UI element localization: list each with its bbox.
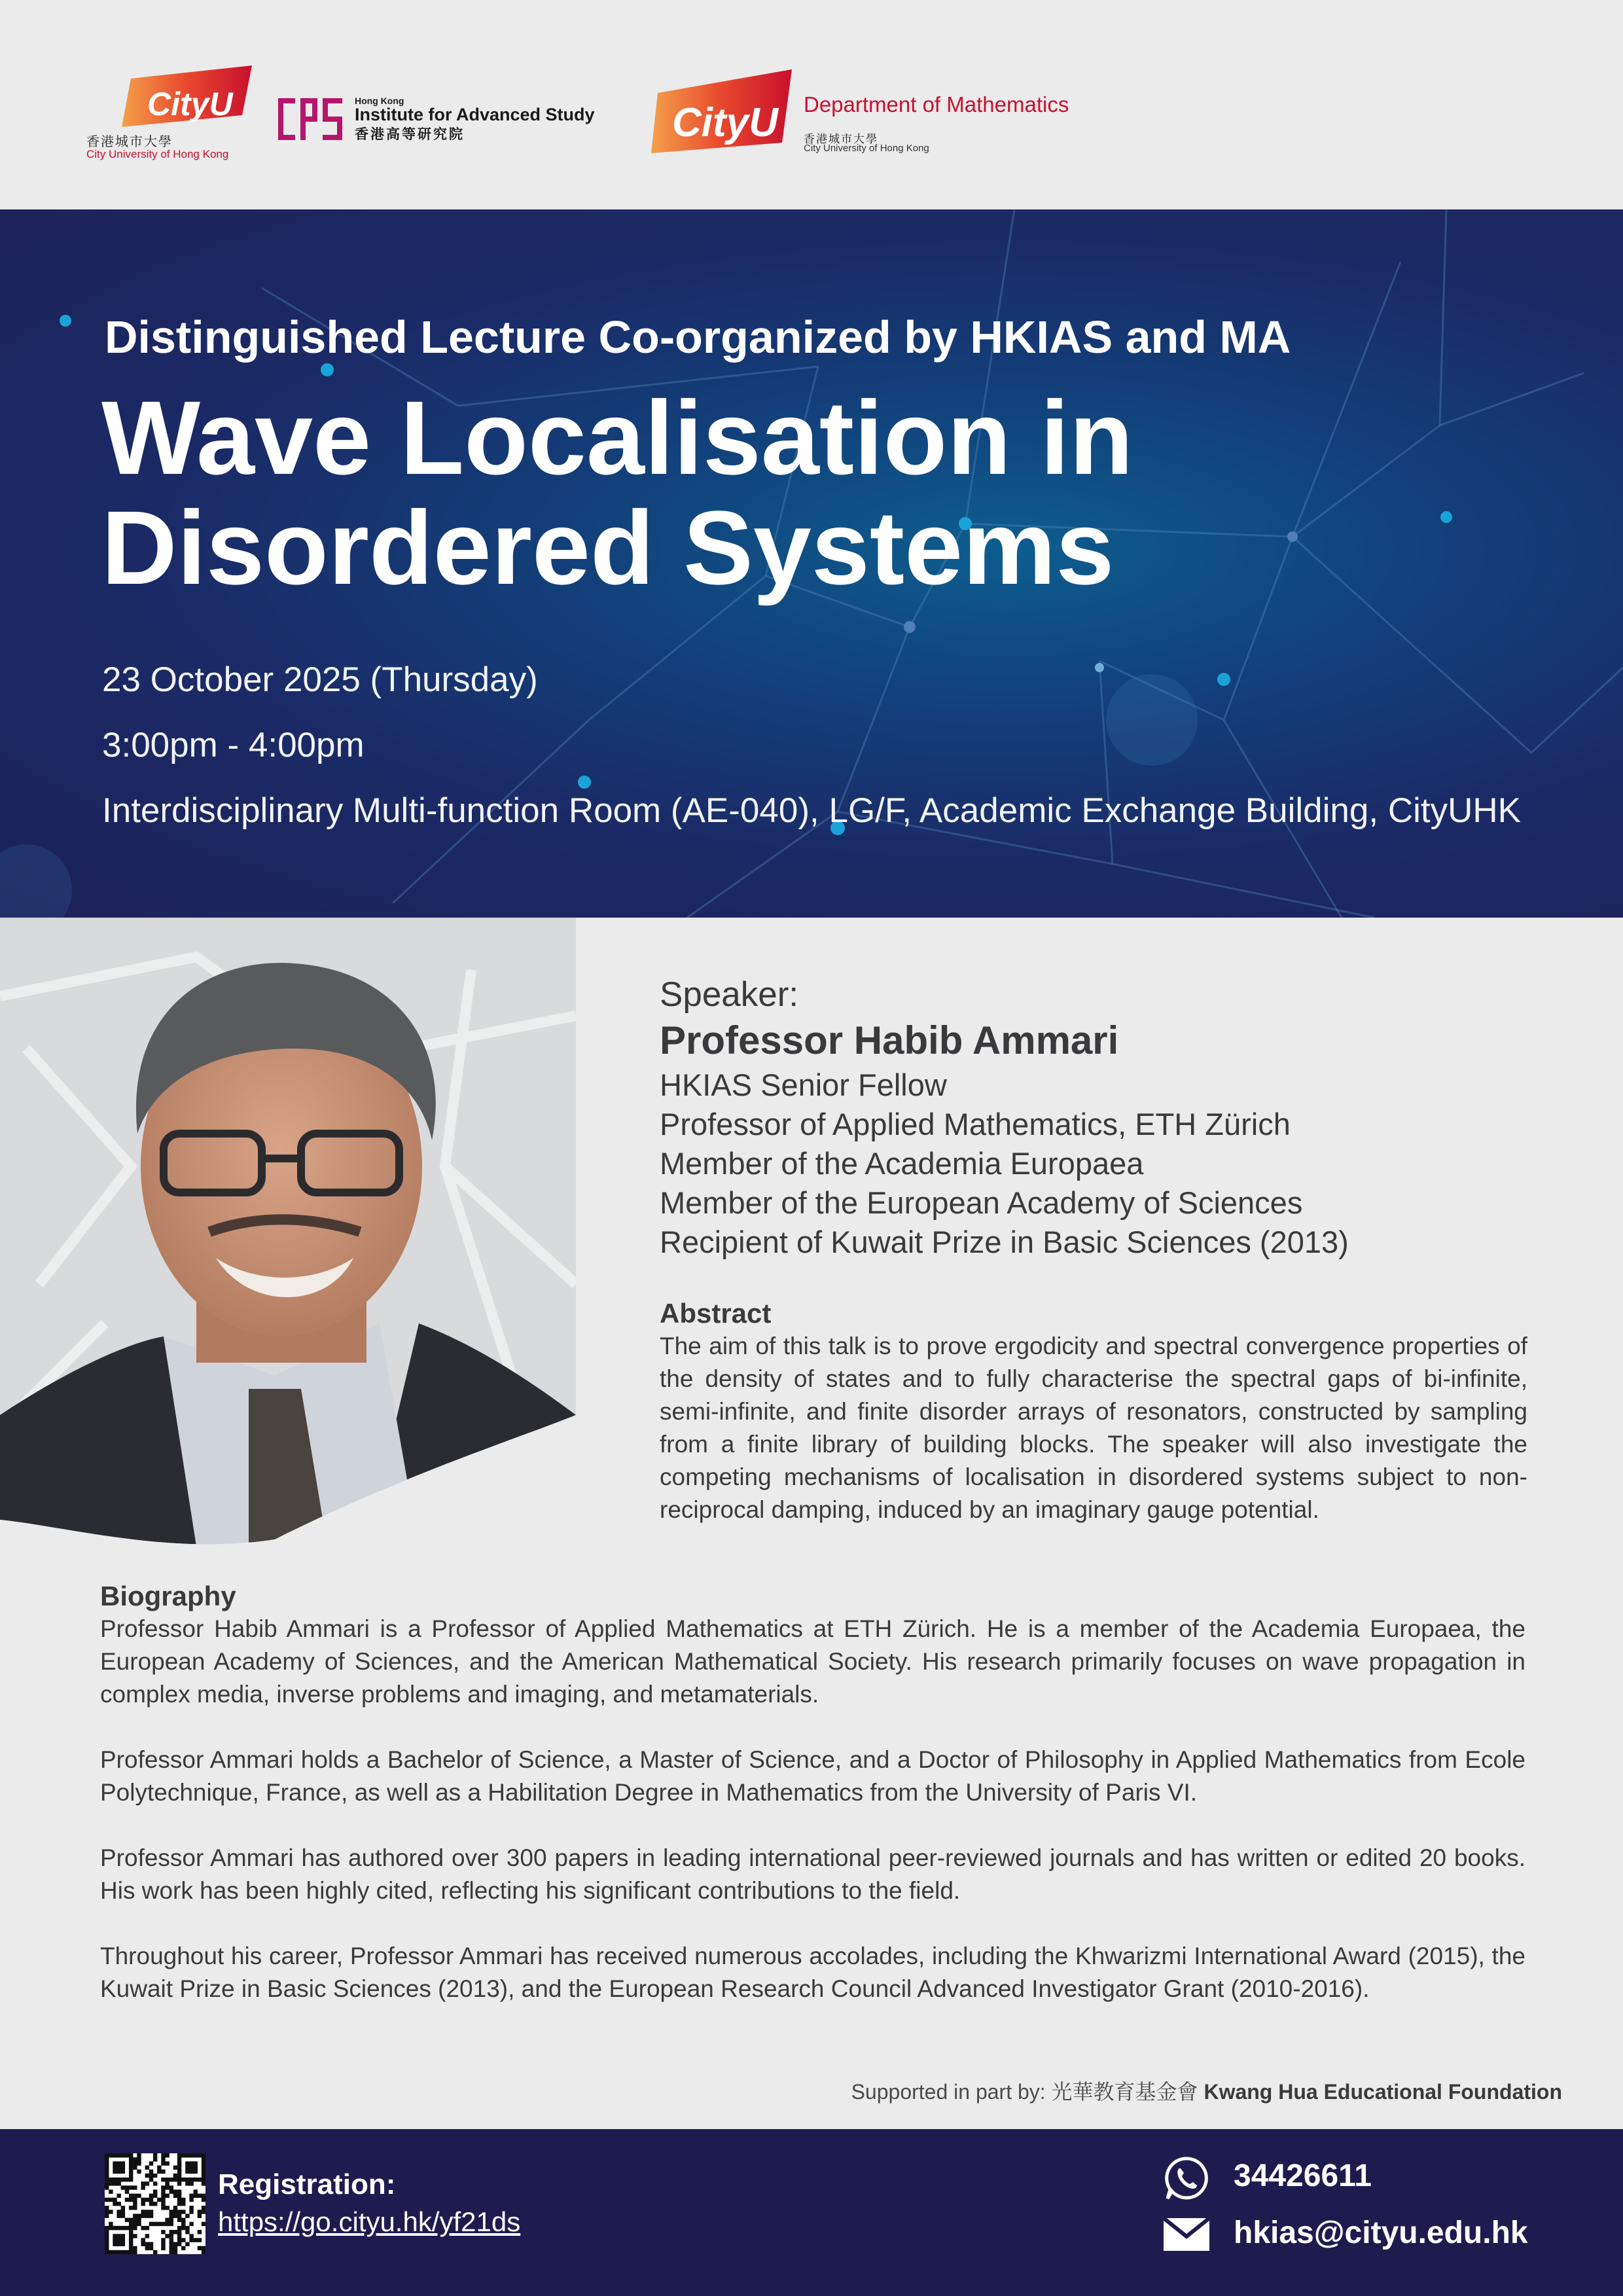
hkias-small-label: Hong Kong <box>355 96 404 106</box>
cityu-name-zh: 香港城市大學 <box>86 135 173 149</box>
event-venue: Interdisciplinary Multi-function Room (AE-040), LG/F, Academic Exchange Building, CityUHK <box>102 791 1522 830</box>
department-cityu-zh: 香港城市大學 <box>804 133 878 145</box>
registration-link[interactable]: https://go.cityu.hk/yf21ds <box>218 2206 521 2237</box>
biography-paragraph: Professor Ammari holds a Bachelor of Science, a Master of Science, and a Doctor of Philosophy in Applied Mathematics from Ecole Polytechnique, France, as well as a Habilitation Degree in Mathematics from the University of Paris VI. <box>100 1746 1525 1806</box>
abstract-text: The aim of this talk is to prove ergodicity and spectral convergence properties of the density of states and to fully characterise the spectral gaps of bi-infinite, semi-infinite, and finite disorder arrays of resonators, constructed by sampling from a finite library of building blocks. The speaker will also investigate the competing mechanisms of localisation in disordered systems subject to non-reciprocal damping, induced by an imaginary gauge potential. <box>660 1333 1527 1523</box>
sponsor-credit <box>851 2075 1562 2106</box>
lecture-title: Wave Localisation in Disordered Systems <box>101 379 1133 606</box>
cityu-dept-logo <box>651 65 802 157</box>
envelope-icon <box>1164 2218 1209 2251</box>
abstract-heading: Abstract <box>660 1298 772 1329</box>
contact-phone[interactable]: 34426611 <box>1234 2159 1372 2193</box>
footer <box>0 2129 1623 2296</box>
department-cityu-en: City University of Hong Kong <box>804 143 929 154</box>
lecture-series-label: Distinguished Lecture Co-organized by HKIAS and MA <box>105 312 1291 363</box>
speaker-info <box>660 974 1530 1262</box>
cityu-name-en: City University of Hong Kong <box>86 148 229 160</box>
abstract-section <box>660 1297 1527 1526</box>
hkias-title: Institute for Advanced Study <box>355 105 595 124</box>
speaker-name: Professor Habib Ammari <box>660 1018 1119 1062</box>
biography-paragraph: Throughout his career, Professor Ammari has received numerous accolades, including the Khwarizmi International Award (2015), the Kuwait Prize in Basic Sciences (2013), and the European Research Council Advanced Investigator Grant (2010-2016). <box>100 1943 1525 2002</box>
biography-paragraph: Professor Habib Ammari is a Professor of Applied Mathematics at ETH Zürich. He is a member of the Academia Europaea, the European Academy of Sciences, and the American Mathematical Society. His research primarily focuses on wave propagation in complex media, inverse problems and imaging, and metamaterials. <box>100 1615 1525 1708</box>
sponsor-name-zh: 光華教育基金會 <box>1051 2080 1198 2104</box>
hkias-logo-mark <box>278 98 344 140</box>
biography-paragraph: Professor Ammari has authored over 300 papers in leading international peer-reviewed journals and has written or edited 20 books. His work has been highly cited, reflecting his significant contributions to the field. <box>100 1844 1525 1904</box>
sponsor-prefix: Supported in part by: <box>851 2080 1052 2104</box>
speaker-titles-list <box>660 1066 1530 1262</box>
contact-email[interactable]: hkias@cityu.edu.hk <box>1234 2215 1528 2250</box>
svg-text:CityU: CityU <box>147 86 233 122</box>
hero-banner <box>0 209 1623 918</box>
sponsor-name-en: Kwang Hua Educational Foundation <box>1204 2080 1562 2104</box>
logo-bar <box>0 0 1623 209</box>
biography-section <box>100 1580 1525 2038</box>
hkias-name-zh: 香港高等研究院 <box>355 127 465 142</box>
registration-label: Registration: <box>218 2168 396 2200</box>
registration-qr-code[interactable] <box>105 2153 205 2254</box>
speaker-title-item: HKIAS Senior Fellow <box>660 1067 947 1102</box>
svg-text:CityU: CityU <box>672 100 778 145</box>
speaker-title-item: Member of the Academia Europaea <box>660 1146 1144 1181</box>
speaker-photo <box>0 918 576 1546</box>
speaker-title-item: Member of the European Academy of Sciences <box>660 1185 1303 1220</box>
speaker-title-item: Professor of Applied Mathematics, ETH Zürich <box>660 1107 1291 1141</box>
speaker-title-item: Recipient of Kuwait Prize in Basic Sciences (2013) <box>660 1225 1349 1259</box>
whatsapp-icon <box>1164 2155 1209 2201</box>
event-date: 23 October 2025 (Thursday) <box>102 660 538 699</box>
biography-heading: Biography <box>100 1581 236 1611</box>
speaker-label: Speaker: <box>660 975 799 1014</box>
event-time: 3:00pm - 4:00pm <box>102 726 365 764</box>
department-name: Department of Mathematics <box>804 92 1069 117</box>
